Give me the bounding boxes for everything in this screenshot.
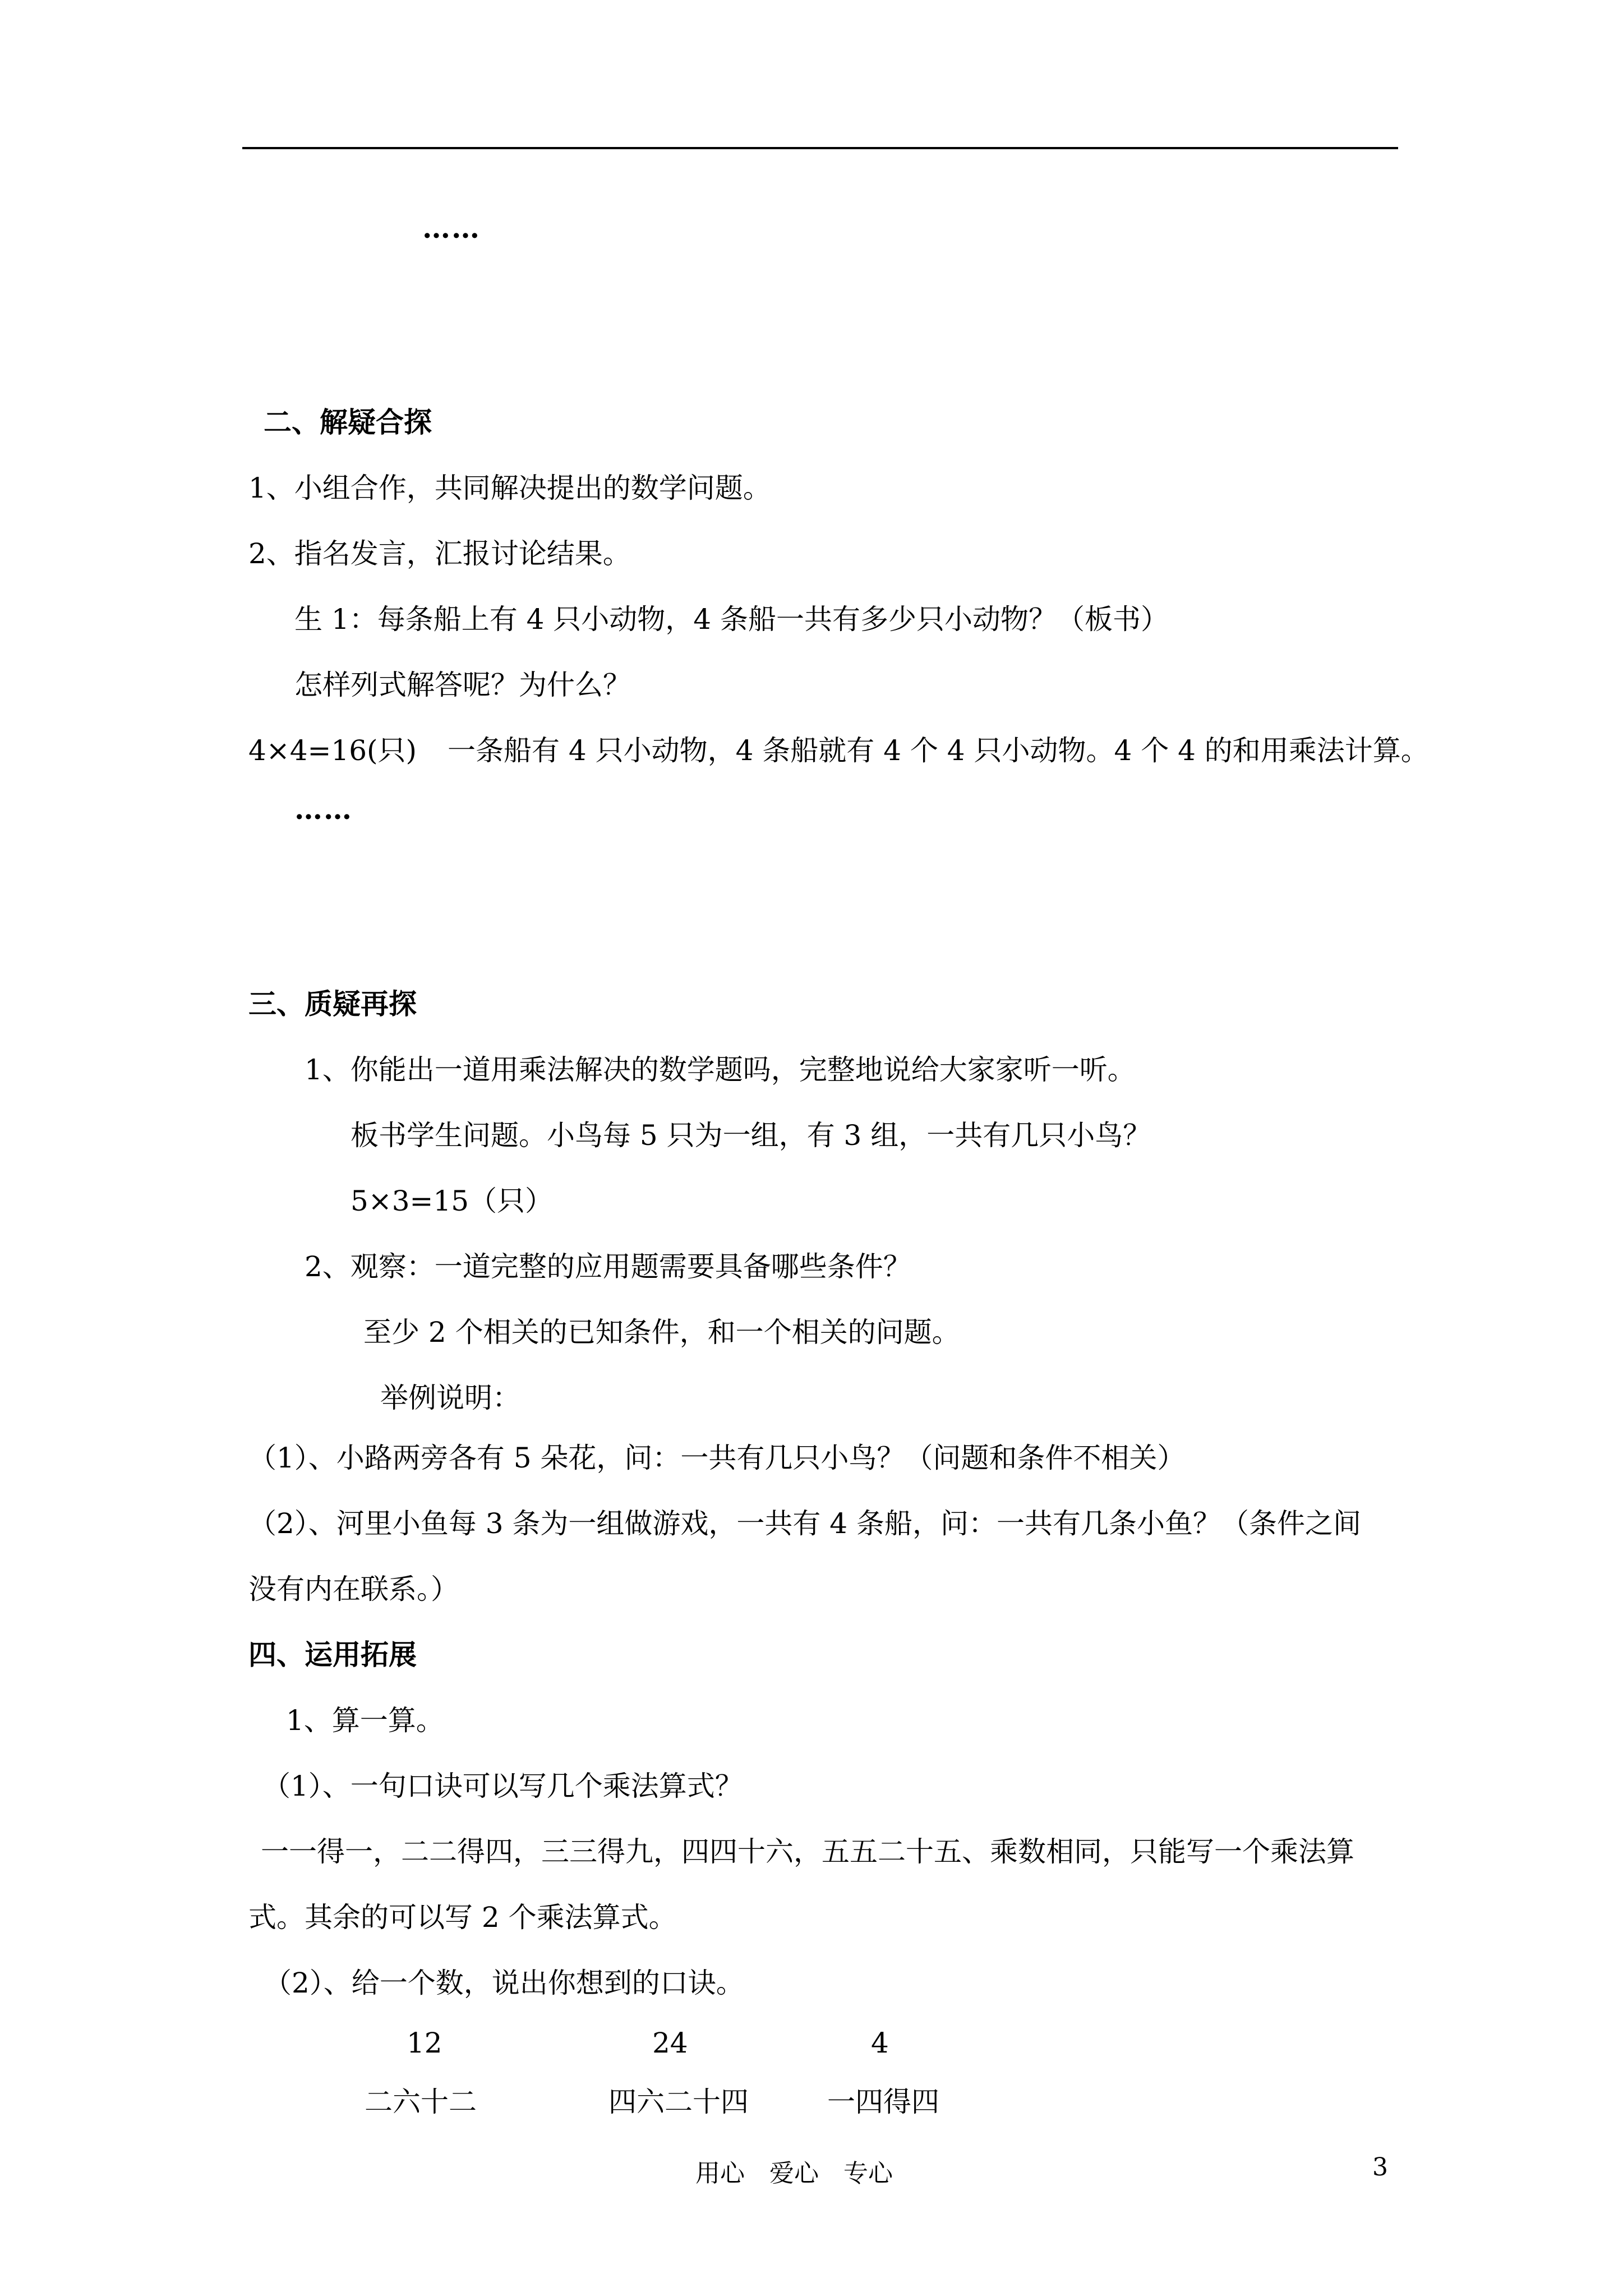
header-rule	[242, 147, 1398, 149]
paragraph: 2、指名发言，汇报讨论结果。	[248, 537, 631, 570]
footer-motto: 用心 爱心 专心	[695, 2159, 893, 2188]
paragraph: 板书学生问题。小鸟每 5 只为一组，有 3 组，一共有几只小鸟？	[351, 1119, 1151, 1152]
rhyme-item: 四六二十四	[608, 2086, 749, 2118]
paragraph: 一条船有 4 只小动物，4 条船就有 4 个 4 只小动物。4 个 4 的和用乘法计算。	[448, 734, 1429, 767]
paragraph: （1）、一句口诀可以写几个乘法算式？	[262, 1770, 743, 1802]
paragraph: 没有内在联系。）	[248, 1573, 459, 1605]
section-heading: 三、质疑再探	[248, 987, 417, 1020]
equation: 4×4=16(只)	[248, 734, 417, 767]
section-heading: 四、运用拓展	[248, 1638, 417, 1671]
paragraph: 至少 2 个相关的已知条件，和一个相关的问题。	[363, 1316, 960, 1349]
rhyme-item: 二六十二	[365, 2086, 477, 2118]
paragraph: 生 1：每条船上有 4 只小动物，4 条船一共有多少只小动物？（板书）	[294, 603, 1169, 636]
number-item: 4	[871, 2027, 889, 2059]
section-heading: 二、解疑合探	[264, 406, 432, 439]
paragraph: （2）、给一个数，说出你想到的口诀。	[264, 1967, 744, 1999]
paragraph: 2、观察：一道完整的应用题需要具备哪些条件？	[305, 1250, 911, 1283]
number-item: 12	[407, 2027, 442, 2059]
number-item: 24	[652, 2027, 688, 2059]
paragraph: 式。其余的可以写 2 个乘法算式。	[248, 1901, 677, 1934]
ellipsis: ……	[294, 793, 353, 826]
paragraph: 1、小组合作，共同解决提出的数学问题。	[248, 472, 771, 504]
paragraph: 1、算一算。	[286, 1704, 444, 1737]
rhyme-item: 一四得四	[827, 2086, 939, 2118]
ellipsis: ……	[422, 211, 481, 245]
paragraph: 一一得一，二二得四，三三得九，四四十六，五五二十五、乘数相同，只能写一个乘法算	[261, 1835, 1354, 1868]
paragraph: （2）、河里小鱼每 3 条为一组做游戏，一共有 4 条船，问：一共有几条小鱼？（条件之间	[248, 1507, 1362, 1540]
paragraph: 怎样列式解答呢？为什么？	[294, 669, 631, 701]
equation: 5×3=15（只）	[351, 1185, 554, 1217]
paragraph: （1）、小路两旁各有 5 朵花，问：一共有几只小鸟？（问题和条件不相关）	[248, 1442, 1186, 1474]
paragraph: 1、你能出一道用乘法解决的数学题吗，完整地说给大家家听一听。	[305, 1053, 1136, 1086]
paragraph: 举例说明：	[380, 1382, 520, 1414]
page-number: 3	[1372, 2153, 1388, 2182]
